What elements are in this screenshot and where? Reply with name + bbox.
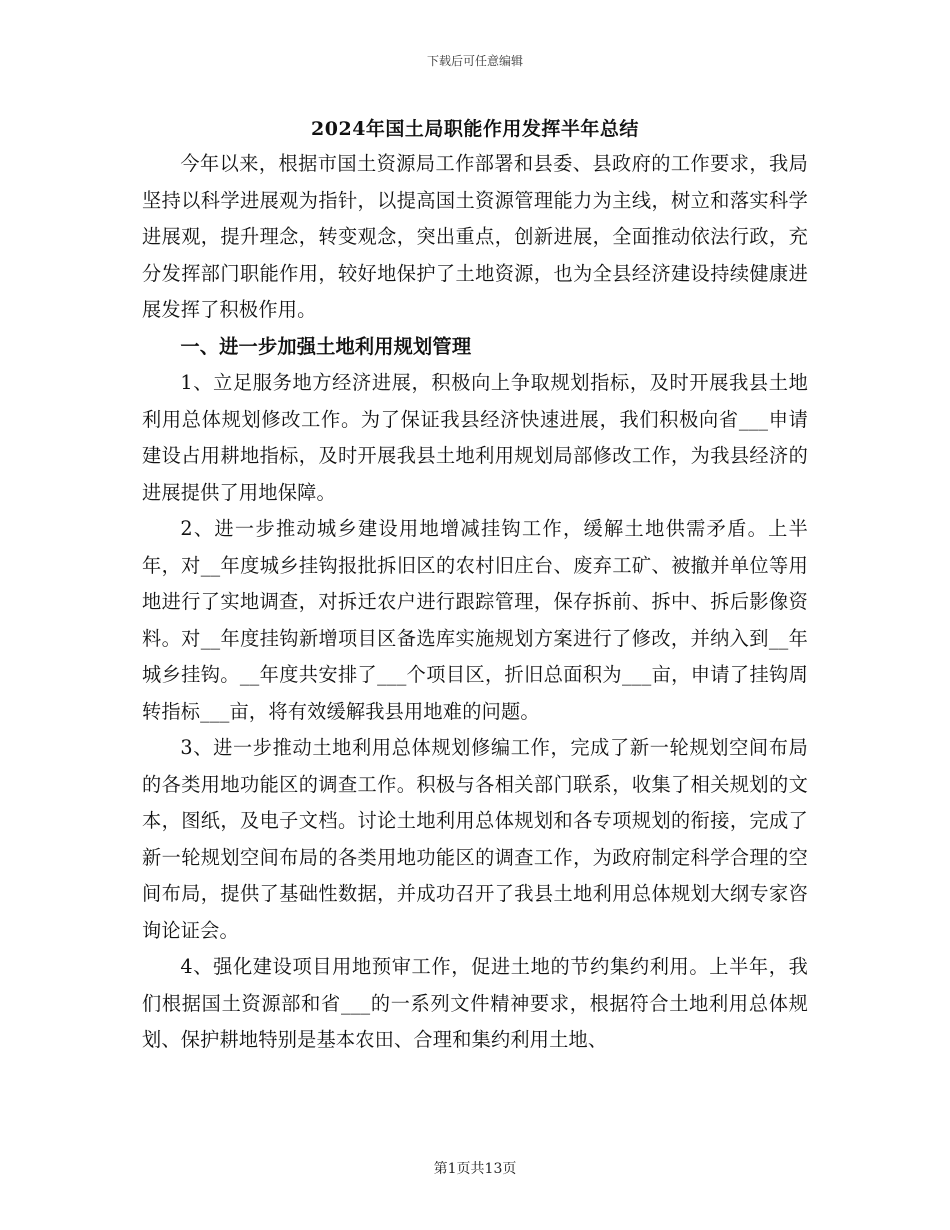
section-paragraph-4: 4、强化建设项目用地预审工作，促进土地的节约集约利用。上半年，我们根据国土资源部和省___的一系列文件精神要求，根据符合土地利用总体规划、保护耕地特别是基本农田、合理和集约利用土地、 [142,955,808,1051]
section-paragraph-3: 3、进一步推动土地利用总体规划修编工作，完成了新一轮规划空间布局的各类用地功能区的调查工作。积极与各相关部门联系，收集了相关规划的文本，图纸，及电子文档。讨论土地利用总体规划和各专项规划的衔接，完成了新一轮规划空间布局的各类用地功能区的调查工作，为政府制定科学合理的空间布局，提供了基础性数据，并成功召开了我县土地利用总体规划大纲专家咨询论证会。 [142,736,808,942]
document-title: 2024年国土局职能作用发挥半年总结 [311,118,639,140]
page-number-footer: 第1页共13页 [433,1161,517,1177]
section-heading: 一、进一步加强土地利用规划管理 [180,334,472,358]
section-paragraph-1: 1、立足服务地方经济进展，积极向上争取规划指标，及时开展我县土地利用总体规划修改工作。为了保证我县经济快速进展，我们积极向省___申请建设占用耕地指标，及时开展我县土地利用规划局部修改工作，为我县经济的进展提供了用地保障。 [142,371,808,504]
intro-paragraph: 今年以来，根据市国土资源局工作部署和县委、县政府的工作要求，我局坚持以科学进展观为指针，以提高国土资源管理能力为主线，树立和落实科学进展观，提升理念，转变观念，突出重点，创新进展，全面推动依法行政，充分发挥部门职能作用，较好地保护了土地资源，也为全县经济建设持续健康进展发挥了积极作用。 [142,152,808,321]
section-paragraph-2: 2、进一步推动城乡建设用地增减挂钩工作，缓解土地供需矛盾。上半年，对__年度城乡挂钩报批拆旧区的农村旧庄台、废弃工矿、被撤并单位等用地进行了实地调查，对拆迁农户进行跟踪管理，保存拆前、拆中、拆后影像资料。对__年度挂钩新增项目区备选库实施规划方案进行了修改，并纳入到__年城乡挂钩。__年度共安排了___个项目区，折旧总面积为___亩，申请了挂钩周转指标___亩，将有效缓解我县用地难的问题。 [142,517,808,723]
page-header-note: 下载后可任意编辑 [426,54,523,68]
document-body [142,146,808,1059]
